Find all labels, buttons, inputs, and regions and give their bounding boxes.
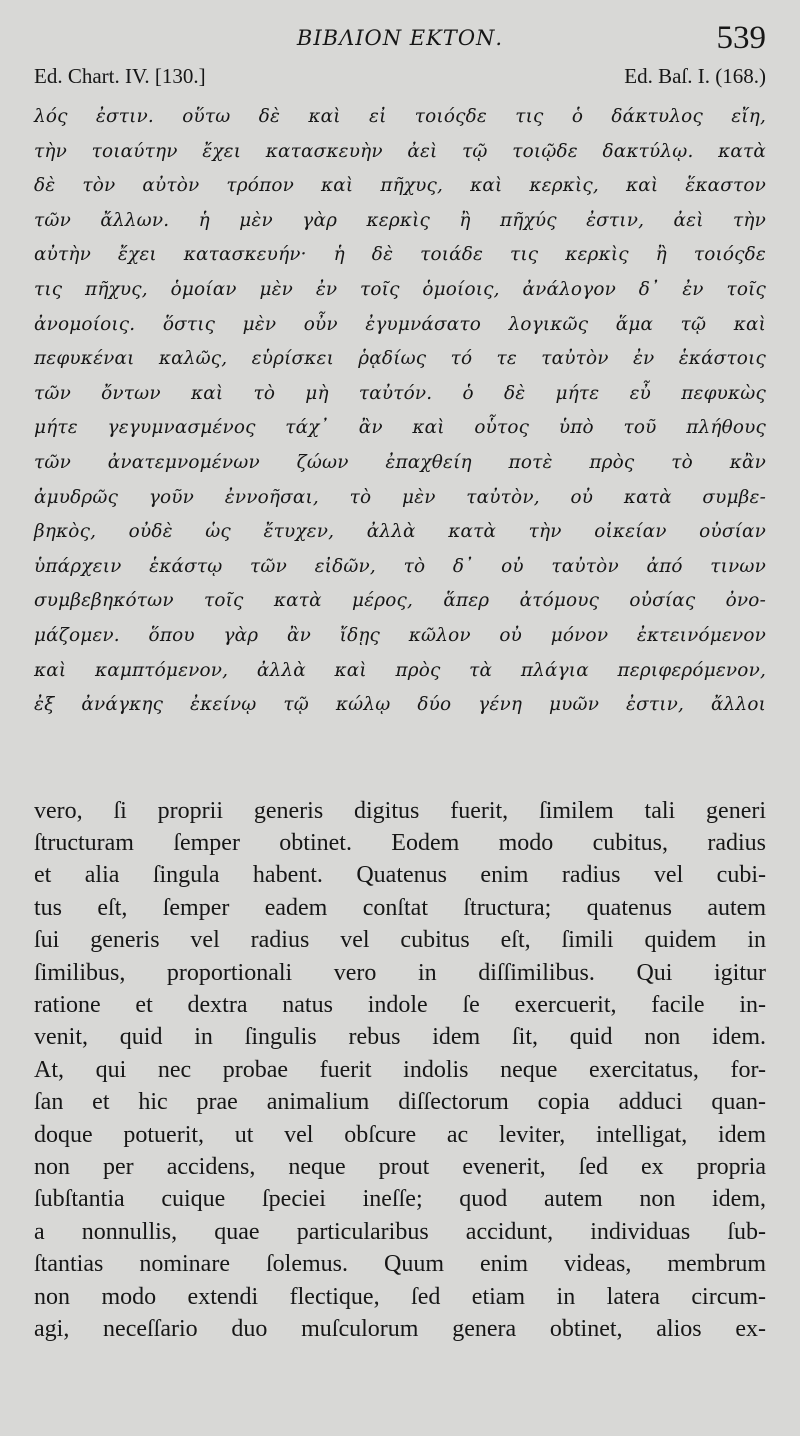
running-title: ΒΙΒΛΙΟΝ ΕΚΤΟΝ. bbox=[296, 26, 504, 50]
greek-line: τῶν ἀνατεμνομένων ζώων ἐπαχθείη ποτὲ πρὸς τὸ κἂν bbox=[34, 451, 766, 473]
greek-line: τῶν ὄντων καὶ τὸ μὴ ταὐτόν. ὁ δὲ μήτε εὖ πεφυκὼς bbox=[34, 382, 766, 404]
latin-line: venit, quid in ſingulis rebus idem ſit, quid non idem. bbox=[34, 1024, 766, 1051]
latin-line: tus eſt, ſemper eadem conſtat ſtructura; quatenus autem bbox=[34, 894, 766, 921]
greek-line: καὶ καμπτόμενον, ἀλλὰ καὶ πρὸς τὰ πλάγια περιφερόμενον, bbox=[34, 659, 766, 681]
greek-line: αὐτὴν ἔχει κατασκευήν· ἡ δὲ τοιάδε τις κερκὶς ἢ τοιόςδε bbox=[34, 244, 766, 266]
latin-line: non modo extendi flectique, ſed etiam in latera circum- bbox=[34, 1283, 766, 1310]
edition-basel: Ed. Baſ. I. (168.) bbox=[624, 64, 766, 88]
running-head bbox=[34, 20, 766, 60]
greek-line: μάζομεν. ὅπου γὰρ ἂν ἴδῃς κῶλον οὐ μόνον ἐκτεινόμενον bbox=[34, 624, 766, 646]
latin-line: a nonnullis, quae particularibus accidunt, individuas ſub- bbox=[34, 1218, 766, 1245]
greek-line: λός ἐστιν. οὕτω δὲ καὶ εἰ τοιόςδε τις ὁ δάκτυλος εἴη, bbox=[34, 106, 766, 127]
edition-line bbox=[34, 64, 766, 94]
latin-line: ratione et dextra natus indole ſe exercuerit, facile in- bbox=[34, 992, 766, 1019]
greek-line: ὑπάρχειν ἑκάστῳ τῶν εἰδῶν, τὸ δ᾽ οὐ ταὐτὸν ἀπό τινων bbox=[34, 555, 766, 577]
greek-line: τὴν τοιαύτην ἔχει κατασκευὴν ἀεὶ τῷ τοιῷδε δακτύλῳ. κατὰ bbox=[34, 140, 766, 162]
greek-line: ἀνομοίοις. ὅστις μὲν οὖν ἐγυμνάσατο λογικῶς ἅμα τῷ καὶ bbox=[34, 313, 766, 335]
latin-line: ſtructuram ſemper obtinet. Eodem modo cubitus, radius bbox=[34, 830, 766, 857]
latin-line: ſan et hic prae animalium diſſectorum copia adduci quan- bbox=[34, 1089, 766, 1116]
latin-line: ſui generis vel radius vel cubitus eſt, ſimili quidem in bbox=[34, 927, 766, 954]
latin-line: ſubſtantia cuique ſpeciei ineſſe; quod autem non idem, bbox=[34, 1186, 766, 1213]
greek-line: μήτε γεγυμνασμένος τάχ᾽ ἂν καὶ οὗτος ὑπὸ τοῦ πλήθους bbox=[34, 417, 766, 439]
greek-line: τις πῆχυς, ὁμοίαν μὲν ἐν τοῖς ὁμοίοις, ἀνάλογον δ᾽ ἐν τοῖς bbox=[34, 278, 766, 300]
greek-line: συμβεβηκότων τοῖς κατὰ μέρος, ἅπερ ἀτόμους οὐσίας ὀνο- bbox=[34, 590, 766, 612]
page-number: 539 bbox=[716, 20, 766, 56]
latin-line: non per accidens, neque prout evenerit, ſed ex propria bbox=[34, 1153, 766, 1180]
greek-line: ἐξ ἀνάγκης ἐκείνῳ τῷ κώλῳ δύο γένη μυῶν ἐστιν, ἄλλοι bbox=[34, 694, 766, 716]
edition-chartier: Ed. Chart. IV. [130.] bbox=[34, 64, 206, 88]
latin-line: ſimilibus, proportionali vero in diſſimilibus. Qui igitur bbox=[34, 959, 766, 986]
latin-line: vero, ſi proprii generis digitus fuerit, ſimilem tali generi bbox=[34, 797, 766, 824]
latin-line: agi, neceſſario duo muſculorum genera obtinet, alios ex- bbox=[34, 1315, 766, 1342]
latin-line: ſtantias nominare ſolemus. Quum enim videas, membrum bbox=[34, 1251, 766, 1278]
greek-line: ἀμυδρῶς γοῦν ἐννοῆσαι, τὸ μὲν ταὐτὸν, οὐ κατὰ συμβε- bbox=[34, 486, 766, 508]
greek-text bbox=[34, 100, 766, 723]
latin-line: et alia ſingula habent. Quatenus enim radius vel cubi- bbox=[34, 862, 766, 889]
greek-line: βηκὸς, οὐδὲ ὡς ἔτυχεν, ἀλλὰ κατὰ τὴν οἰκείαν οὐσίαν bbox=[34, 521, 766, 543]
latin-line: doque potuerit, ut vel obſcure ac leviter, intelligat, idem bbox=[34, 1121, 766, 1148]
greek-line: δὲ τὸν αὐτὸν τρόπον καὶ πῆχυς, καὶ κερκὶς, καὶ ἕκαστον bbox=[34, 175, 766, 197]
greek-line: πεφυκέναι καλῶς, εὑρίσκει ῥᾳδίως τό τε ταὐτὸν ἐν ἑκάστοις bbox=[34, 348, 766, 370]
latin-line: At, qui nec probae fuerit indolis neque exercitatus, for- bbox=[34, 1056, 766, 1083]
greek-line: τῶν ἄλλων. ἡ μὲν γὰρ κερκὶς ἢ πῆχύς ἐστιν, ἀεὶ τὴν bbox=[34, 209, 766, 231]
latin-text bbox=[34, 795, 766, 1346]
